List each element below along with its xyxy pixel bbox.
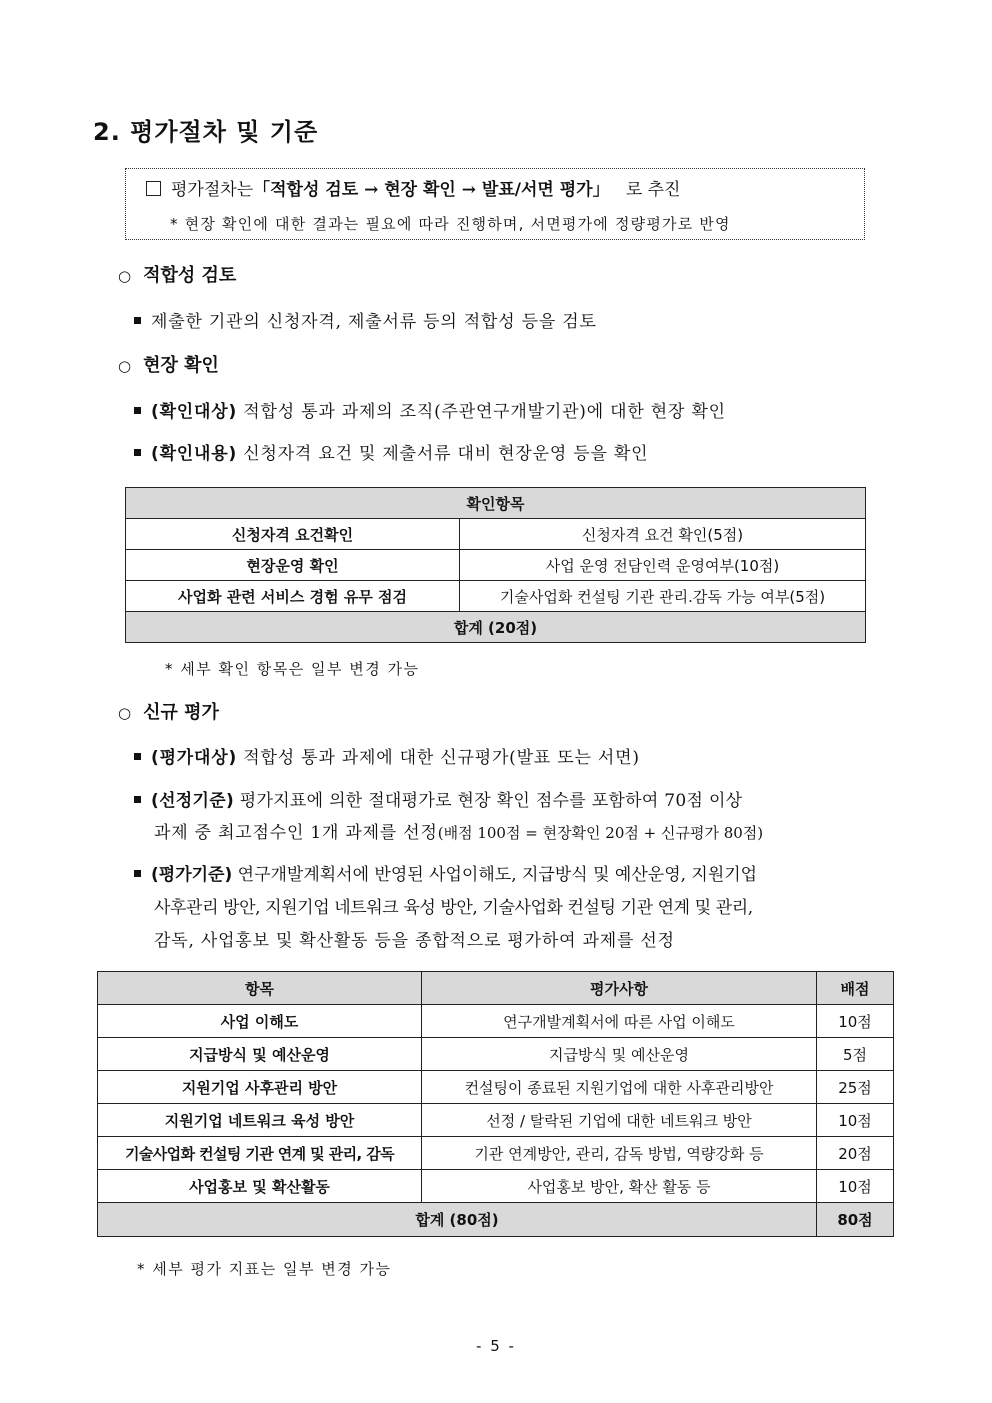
checkbox-icon: [146, 181, 161, 196]
table-header: 확인항목: [126, 488, 866, 519]
procedure-prefix: 평가절차는: [171, 180, 254, 200]
section-title: 2. 평가절차 및 기준: [93, 118, 319, 146]
table-header-item: 항목: [98, 972, 422, 1005]
table-row: [98, 1104, 894, 1137]
new-eval-criteria-line1: (선정기준) 평가지표에 의한 절대평가로 현장 확인 점수를 포함하여 70점 이상: [134, 786, 742, 811]
table-cell-item: 사업홍보 및 확산활동: [98, 1170, 422, 1203]
fitness-review-bullet: 제출한 기관의 신청자격, 제출서류 등의 적합성 등을 검토: [134, 307, 597, 332]
table-cell-score: 20점: [817, 1137, 894, 1170]
table-cell-desc: 신청자격 요건 확인(5점): [460, 519, 866, 550]
procedure-box: [125, 168, 865, 240]
table-cell-item: 신청자격 요건확인: [126, 519, 460, 550]
procedure-note: * 현장 확인에 대한 결과는 필요에 따라 진행하며, 서면평가에 정량평가로 반영: [170, 215, 731, 233]
table-total-label: 합계 (80점): [98, 1203, 817, 1237]
table-cell-desc: 기관 연계방안, 관리, 감독 방법, 역량강화 등: [422, 1137, 817, 1170]
square-bullet-icon: [134, 407, 141, 414]
table-row: [126, 519, 866, 550]
table-row: [98, 1137, 894, 1170]
table-row: [98, 1005, 894, 1038]
site-check-heading: ○ 현장 확인: [118, 355, 219, 376]
table-header-desc: 평가사항: [422, 972, 817, 1005]
square-bullet-icon: [134, 796, 141, 803]
table-row: [98, 1071, 894, 1104]
new-eval-standard-line2: 사후관리 방안, 지원기업 네트워크 육성 방안, 기술사업화 컨설팅 기관 연계 및 관리,: [154, 898, 753, 918]
table-cell-desc: 지급방식 및 예산운영: [422, 1038, 817, 1071]
table-row: [126, 550, 866, 581]
table-cell-item: 사업 이해도: [98, 1005, 422, 1038]
table-cell-desc: 기술사업화 컨설팅 기관 관리.감독 가능 여부(5점): [460, 581, 866, 612]
table-cell-item: 지급방식 및 예산운영: [98, 1038, 422, 1071]
table-cell-score: 10점: [817, 1170, 894, 1203]
table-cell-item: 지원기업 네트워크 육성 방안: [98, 1104, 422, 1137]
site-check-target: (확인대상) 적합성 통과 과제의 조직(주관연구개발기관)에 대한 현장 확인: [134, 397, 726, 422]
eval-table: [97, 971, 894, 1237]
new-eval-heading: ○ 신규 평가: [118, 702, 219, 723]
table-cell-score: 25점: [817, 1071, 894, 1104]
table-cell-item: 현장운영 확인: [126, 550, 460, 581]
table-cell-item: 지원기업 사후관리 방안: [98, 1071, 422, 1104]
table-total: 합계 (20점): [126, 612, 866, 643]
square-bullet-icon: [134, 753, 141, 760]
table-cell-desc: 컨설팅이 종료된 지원기업에 대한 사후관리방안: [422, 1071, 817, 1104]
new-eval-note: * 세부 평가 지표는 일부 변경 가능: [137, 1260, 392, 1278]
circle-bullet-icon: ○: [118, 267, 132, 285]
page-number: - 5 -: [476, 1337, 516, 1355]
procedure-steps: 「적합성 검토 → 현장 확인 → 발표/서면 평가」: [253, 180, 610, 200]
procedure-suffix: 로 추진: [625, 180, 681, 200]
table-row: [98, 1038, 894, 1071]
circle-bullet-icon: ○: [118, 357, 132, 375]
table-cell-desc: 사업홍보 방안, 확산 활동 등: [422, 1170, 817, 1203]
new-eval-standard-line3: 감독, 사업홍보 및 확산활동 등을 종합적으로 평가하여 과제를 선정: [154, 931, 675, 951]
procedure-line: [146, 175, 680, 200]
new-eval-standard-line1: (평가기준) 연구개발계획서에 반영된 사업이해도, 지급방식 및 예산운영, 지원기업: [134, 860, 757, 885]
new-eval-criteria-line2: 과제 중 최고점수인 1개 과제를 선정(배점 100점 = 현장확인 20점 + 신규평가 80점): [154, 823, 764, 843]
table-header-score: 배점: [817, 972, 894, 1005]
table-cell-desc: 선정 / 탈락된 기업에 대한 네트워크 방안: [422, 1104, 817, 1137]
table-cell-desc: 사업 운영 전담인력 운영여부(10점): [460, 550, 866, 581]
circle-bullet-icon: ○: [118, 704, 132, 722]
table-cell-score: 10점: [817, 1005, 894, 1038]
table-row: [126, 581, 866, 612]
table-row: [98, 1170, 894, 1203]
site-check-note: * 세부 확인 항목은 일부 변경 가능: [165, 660, 420, 678]
new-eval-target: (평가대상) 적합성 통과 과제에 대한 신규평가(발표 또는 서면): [134, 743, 640, 768]
table-cell-item: 기술사업화 컨설팅 기관 연계 및 관리, 감독: [98, 1137, 422, 1170]
square-bullet-icon: [134, 449, 141, 456]
square-bullet-icon: [134, 317, 141, 324]
table-total-score: 80점: [817, 1203, 894, 1237]
table-cell-desc: 연구개발계획서에 따른 사업 이해도: [422, 1005, 817, 1038]
fitness-review-heading: ○ 적합성 검토: [118, 265, 237, 286]
table-cell-item: 사업화 관련 서비스 경험 유무 점검: [126, 581, 460, 612]
table-cell-score: 10점: [817, 1104, 894, 1137]
site-check-content: (확인내용) 신청자격 요건 및 제출서류 대비 현장운영 등을 확인: [134, 439, 648, 464]
table-cell-score: 5점: [817, 1038, 894, 1071]
site-check-table: [125, 487, 866, 643]
square-bullet-icon: [134, 870, 141, 877]
